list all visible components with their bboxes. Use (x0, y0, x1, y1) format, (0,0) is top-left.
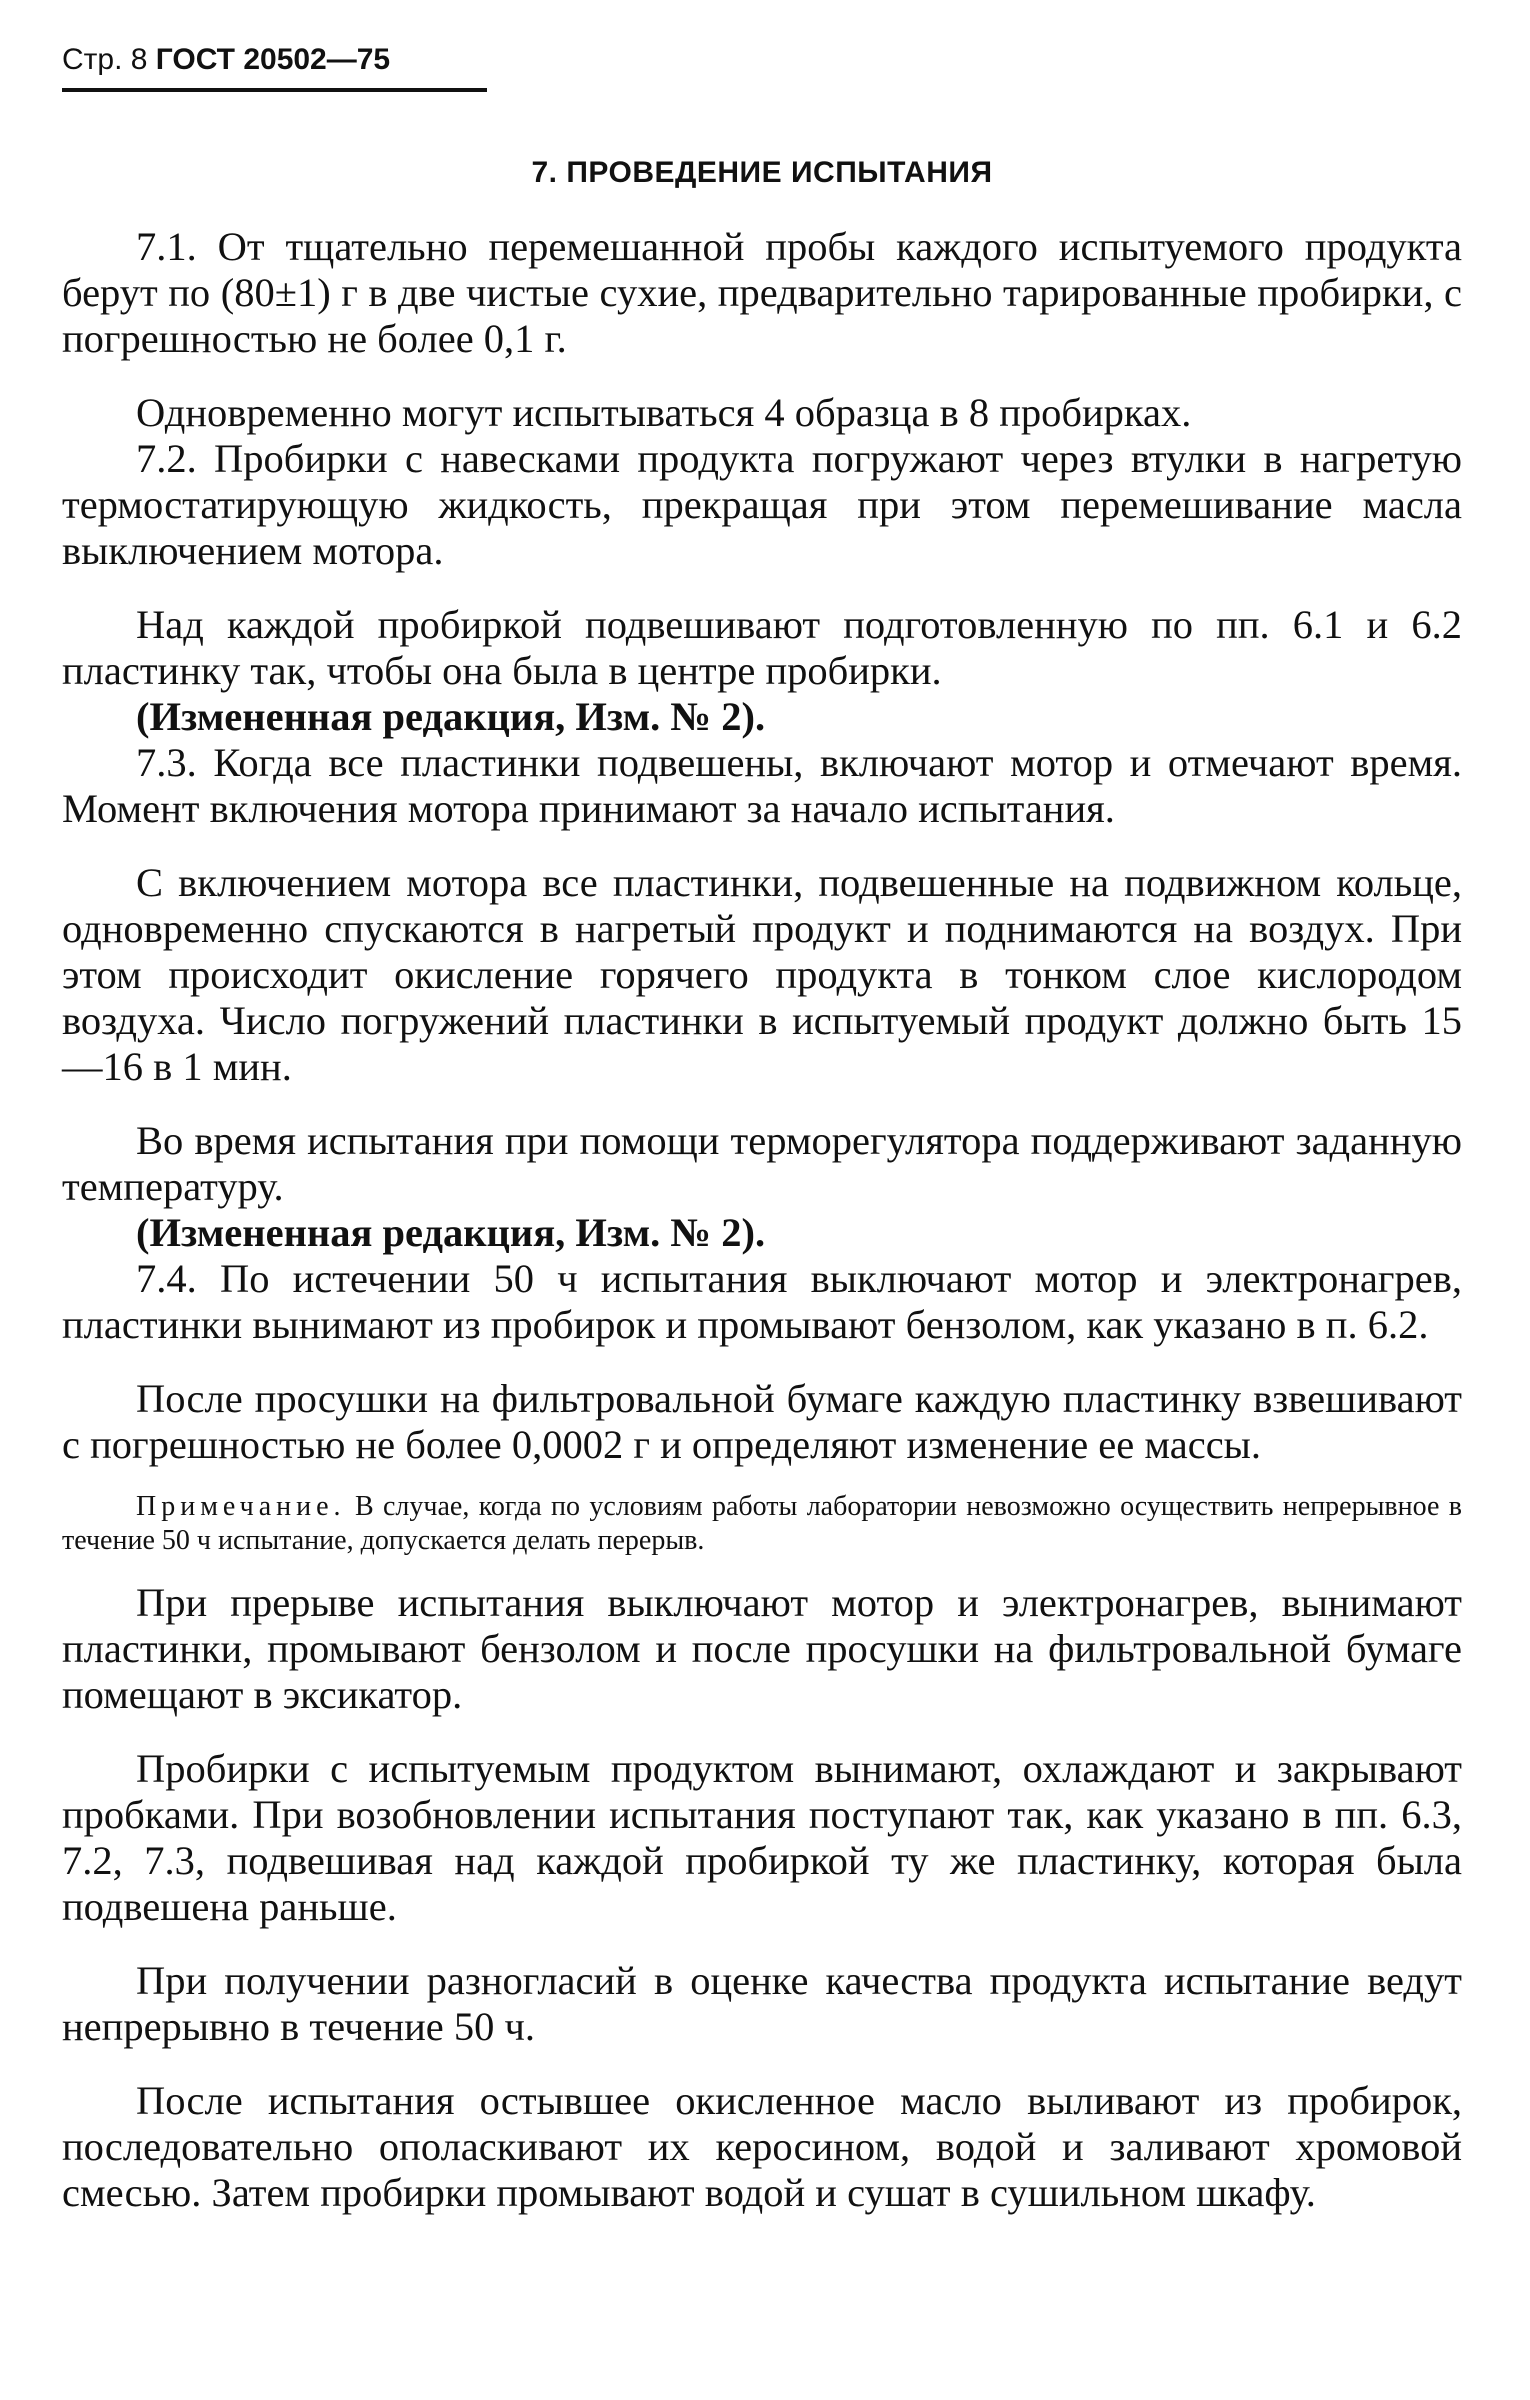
document-page (62, 40, 1462, 2216)
paragraph-break-1: При прерыве испытания выключают мотор и электронагрев, вынимают пластинки, промывают бензолом и после просушки на фильтровальной бумаге помещают в эксикатор. (62, 1580, 1462, 1717)
gost-number: ГОСТ 20502—75 (155, 43, 391, 76)
paragraph-7-2: 7.2. Пробирки с навесками продукта погружают через втулки в нагретую термостатирующую жидкость, прекращая при этом перемешивание масла выключением мотора. (62, 436, 1462, 573)
page-number: Стр. 8 (62, 43, 148, 76)
page-header (62, 40, 487, 92)
paragraph-7-4: 7.4. По истечении 50 ч испытания выключают мотор и электронагрев, пластинки вынимают из пробирок и промывают бензолом, как указано в п. 6.2. (62, 1256, 1462, 1347)
note-label: Примечание. (136, 1491, 346, 1522)
note (62, 1490, 1462, 1558)
paragraph-7-3: 7.3. Когда все пластинки подвешены, включают мотор и отмечают время. Момент включения мотора принимают за начало испытания. (62, 740, 1462, 831)
paragraph-disagreement: При получении разногласий в оценке качества продукта испытание ведут непрерывно в течение 50 ч. (62, 1958, 1462, 2049)
amendment-note-1: (Измененная редакция, Изм. № 2). (136, 694, 766, 739)
paragraph-after-test: После испытания остывшее окисленное масло выливают из пробирок, последовательно ополаскивают их керосином, водой и заливают хромовой смесью. Затем пробирки промывают водой и сушат в сушильном шкафу. (62, 2078, 1462, 2215)
paragraph-7-1-samples: Одновременно могут испытываться 4 образца в 8 пробирках. (136, 390, 1192, 435)
paragraph-7-4-weigh: После просушки на фильтровальной бумаге каждую пластинку взвешивают с погрешностью не более 0,0002 г и определяют изменение ее массы. (62, 1376, 1462, 1467)
paragraph-7-1: 7.1. От тщательно перемешанной пробы каждого испытуемого продукта берут по (80±1) г в две чистые сухие, предварительно тарированные пробирки, с погрешностью не более 0,1 г. (62, 224, 1462, 361)
paragraph-break-2: Пробирки с испытуемым продуктом вынимают, охлаждают и закрывают пробками. При возобновлении испытания поступают так, как указано в пп. 6.3, 7.2, 7.3, подвешивая над каждой пробиркой ту же пластинку, которая была подвешена раньше. (62, 1746, 1462, 1929)
amendment-note-2: (Измененная редакция, Изм. № 2). (136, 1210, 766, 1255)
paragraph-7-3-temperature: Во время испытания при помощи терморегулятора поддерживают заданную температуру. (62, 1118, 1462, 1209)
paragraph-7-2-plates: Над каждой пробиркой подвешивают подготовленную по пп. 6.1 и 6.2 пластинку так, чтобы она была в центре пробирки. (62, 602, 1462, 693)
note-text: В случае, когда по условиям работы лаборатории невозможно осуществить непрерывное в течение 50 ч испытание, допускается делать перерыв. (62, 1491, 1462, 1556)
paragraph-7-3-motor: С включением мотора все пластинки, подвешенные на подвижном кольце, одновременно спускаются в нагретый продукт и поднимаются на воздух. При этом происходит окисление горячего продукта в тонком слое кислородом воздуха. Число погружений пластинки в испытуемый продукт должно быть 15—16 в 1 мин. (62, 860, 1462, 1089)
section-title: 7. ПРОВЕДЕНИЕ ИСПЫТАНИЯ (531, 156, 993, 189)
